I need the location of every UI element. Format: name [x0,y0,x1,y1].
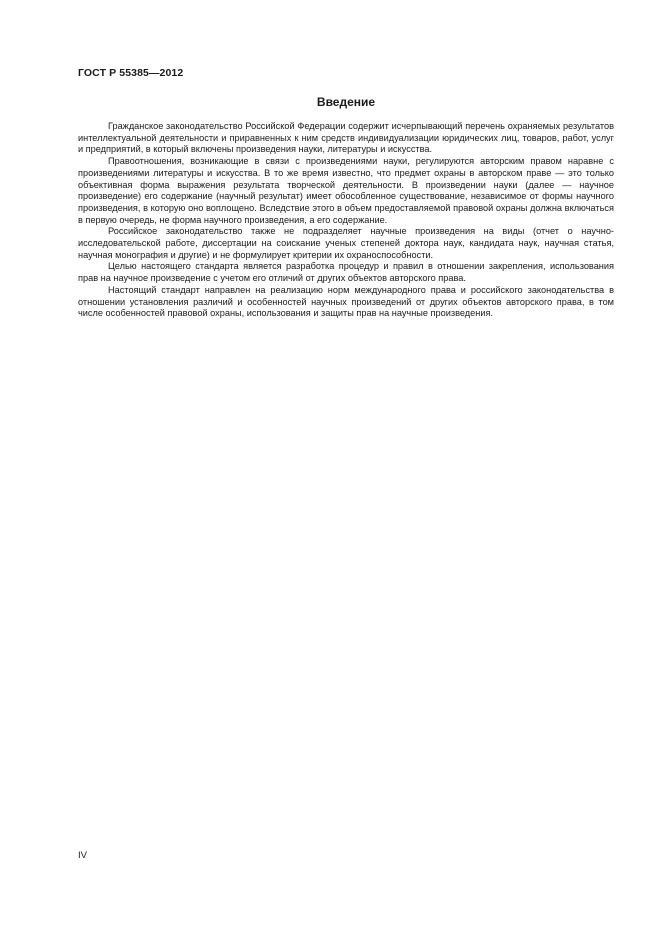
paragraph-1: Гражданское законодательство Российской Федерации содержит исчерпывающий перечень охраняемых результатов интеллектуальной деятельности и приравненных к ним средств индивидуализации юридических лиц, товаров, работ, услуг и предприятий, в который включены произведения науки, литературы и искусства. [78,121,614,155]
paragraph-2: Правоотношения, возникающие в связи с произведениями науки, регулируются авторским правом наравне с произведениями литературы и искусства. В то же время известно, что предмет охраны в авторском праве — это только объективная форма выражения результата творческой деятельности. В произведении науки (далее — научное произведение) его содержание (научный результат) имеет обособленное существование, независимое от формы научного произведения, в которую оно воплощено. Вследствие этого в объем предоставляемой правовой охраны должна включаться в первую очередь, не форма научного произведения, а его содержание. [78,156,614,225]
page-number: IV [78,850,87,861]
paragraph-3: Российское законодательство также не подразделяет научные произведения на виды (отчет о научно-исследовательской работе, диссертации на соискание ученых степеней доктора наук, кандидата наук, научная статья, научная монография и другие) и не формулирует критерии их охраноспособности. [78,226,614,260]
paragraph-5: Настоящий стандарт направлен на реализацию норм международного права и российского законодательства в отношении установления различий и особенностей научных произведений от других объектов авторского права, в том числе особенностей правовой охраны, использования и защиты прав на научные произведения. [78,284,614,319]
section-title: Введение [316,95,376,109]
document-code: ГОСТ Р 55385—2012 [78,67,184,79]
body-text [78,121,614,320]
paragraph-4: Целью настоящего стандарта является разработка процедур и правил в отношении закрепления, использования прав на научное произведение с учетом его отличий от других объектов авторского права. [78,261,614,284]
